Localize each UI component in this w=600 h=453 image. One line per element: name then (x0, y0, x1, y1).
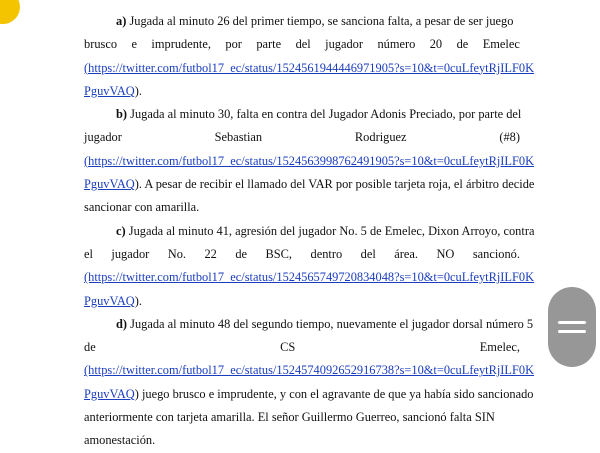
item-marker: c) (116, 223, 126, 238)
paragraph-b-line-2: jugador Sebastian Rodriguez (#8) (84, 130, 520, 145)
tweet-link-a[interactable]: (https://twitter.com/futbol17_ec/status/1524561944446971905?s=10&t=0cuLfeytRjILF0K (84, 60, 535, 75)
tweet-link-c[interactable]: (https://twitter.com/futbol17_ec/status/1524565749720834048?s=10&t=0cuLfeytRjILF0K (84, 270, 535, 285)
tweet-link-d-cont[interactable]: PguvVAQ (84, 386, 135, 401)
paragraph-c-link-line (84, 266, 535, 289)
paragraph-b-line-1: b) Jugada al minuto 30, falta en contra del Jugador Adonis Preciado, por parte del (116, 107, 522, 122)
document-body (84, 10, 535, 453)
paragraph-b-tail: sancionar con amarilla. (84, 200, 200, 215)
tweet-link-c-cont[interactable]: PguvVAQ (84, 293, 135, 308)
tweet-link-d[interactable]: (https://twitter.com/futbol17_ec/status/1524574092652916738?s=10&t=0cuLfeytRjILF0K (84, 363, 535, 378)
menu-bar (558, 321, 586, 324)
paragraph-d-link-end: PguvVAQ) juego brusco e imprudente, y con el agravante de que ya había sido sancionado (84, 386, 534, 401)
item-marker: d) (116, 316, 128, 331)
tweet-link-b[interactable]: (https://twitter.com/futbol17_ec/status/1524563998762491905?s=10&t=0cuLfeytRjILF0K (84, 153, 535, 168)
paragraph-d-line-2: de CS Emelec, (84, 340, 520, 355)
paragraph-b-link-line (84, 150, 535, 173)
tweet-link-b-cont[interactable]: PguvVAQ (84, 177, 135, 192)
paragraph-a-link-end: PguvVAQ). (84, 83, 142, 98)
corner-accent (0, 0, 20, 24)
paragraph-d-line-1: d) Jugada al minuto 48 del segundo tiempo, nuevamente el jugador dorsal número 5 (116, 316, 534, 331)
menu-bar (558, 330, 586, 333)
item-marker: a) (116, 14, 127, 28)
paragraph-a-link-line (84, 57, 535, 80)
item-marker: b) (116, 107, 128, 122)
paragraph-d-tail: anteriormente con tarjeta amarilla. El señor Guillermo Guerreo, sancionó falta SIN (84, 410, 495, 425)
paragraph-c-line-1: c) Jugada al minuto 41, agresión del jugador No. 5 de Emelec, Dixon Arroyo, contra (116, 223, 535, 238)
paragraph-d-tail-2: amonestación. (84, 433, 156, 448)
paragraph-a-line-1: a) Jugada al minuto 26 del primer tiempo, se sanciona falta, a pesar de ser juego (116, 14, 514, 28)
paragraph-d-link-line (84, 359, 535, 382)
paragraph-b-link-end: PguvVAQ). A pesar de recibir el llamado del VAR por posible tarjeta roja, el árbitro decide (84, 177, 535, 192)
paragraph-c-line-2: el jugador No. 22 de BSC, dentro del área. NO sancionó. (84, 246, 520, 261)
paragraph-c-link-end: PguvVAQ). (84, 293, 142, 308)
tweet-link-a-cont[interactable]: PguvVAQ (84, 83, 135, 98)
paragraph-a-line-2: brusco e imprudente, por parte del jugador número 20 de Emelec (84, 37, 520, 52)
menu-handle-icon[interactable] (548, 287, 596, 367)
